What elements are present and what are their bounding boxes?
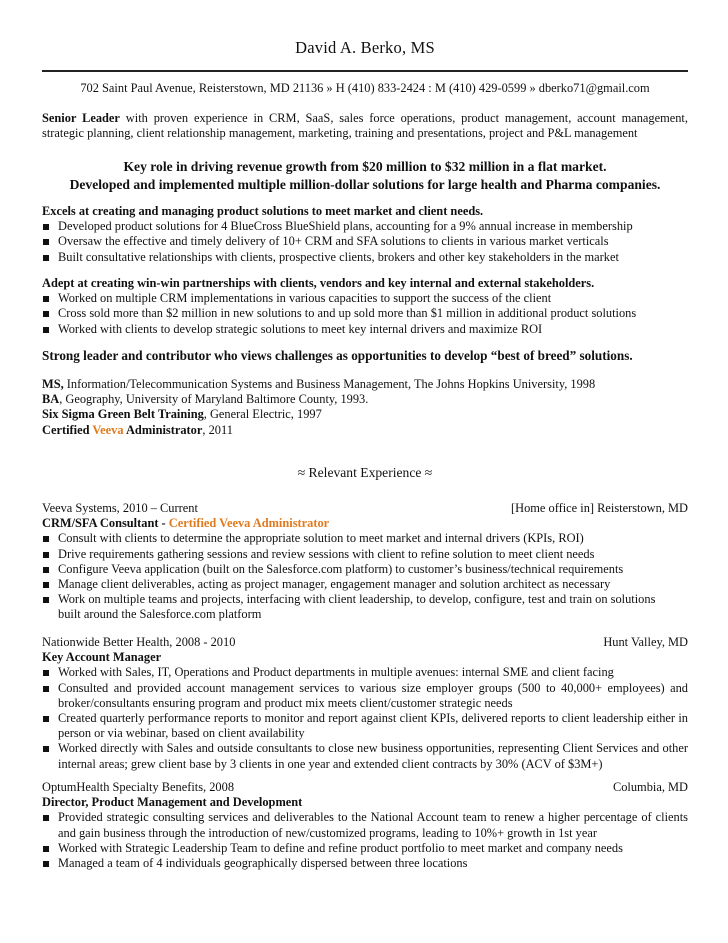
headline-block: [42, 158, 688, 194]
contact-line: 702 Saint Paul Avenue, Reisterstown, MD 21136 » H (410) 833-2424 : M (410) 429-0599 » dberko71@gmail.com: [80, 81, 650, 95]
list-item: Provided strategic consulting services and deliverables to the National Account team to renew a higher percentage of clients and gain business through the introduction of new/customized programs, leading to 10%+ growth in 1st year: [42, 810, 688, 840]
job-veeva: [42, 501, 688, 623]
job-nationwide: [42, 635, 688, 772]
education-item: BA, Geography, University of Maryland Baltimore County, 1993.: [42, 392, 369, 407]
candidate-name: David A. Berko, MS: [295, 38, 435, 57]
job-location: Hunt Valley, MD: [603, 635, 688, 649]
list-item: Manage client deliverables, acting as project manager, engagement manager and solution architect as necessary: [42, 577, 688, 592]
job-title: Director, Product Management and Development: [42, 795, 303, 810]
list-item: Consulted and provided account management services to various size employer groups (500 to 40,000+ employees) and broker/consultants ensuring program and product mix meets client/customer strategic needs: [42, 681, 688, 711]
headline-revenue: Key role in driving revenue growth from $20 million to $32 million in a flat market.: [123, 159, 607, 174]
job-location: [Home office in] Reisterstown, MD: [511, 501, 688, 515]
header-divider: [42, 70, 688, 72]
summary-text: with proven experience in CRM, SaaS, sales force operations, product management, account management, strategic planning, client relationship management, marketing, training and presentations, project and P&L management: [42, 111, 688, 141]
list-item: Cross sold more than $2 million in new solutions to and up sold more than $1 million in additional product solutions: [42, 306, 688, 321]
list-item: Managed a team of 4 individuals geographically dispersed between three locations: [42, 856, 688, 871]
leadership-statement: Strong leader and contributor who views challenges as opportunities to develop “best of breed” solutions.: [42, 348, 633, 363]
job-company: Nationwide Better Health, 2008 - 2010: [42, 635, 236, 649]
list-item: Oversaw the effective and timely delivery of 10+ CRM and SFA solutions to clients in various market verticals: [42, 234, 688, 249]
list-item: Created quarterly performance reports to monitor and report against client KPIs, delivered reports to client leadership either in person or via webinar, based on client availability: [42, 711, 688, 741]
list-item: Worked directly with Sales and outside consultants to close new business opportunities, representing Client Services and other internal areas; grew client base by 3 clients in one year and extended client contracts by 30% (ACV of $3M+): [42, 741, 688, 771]
list-item: Worked with clients to develop strategic solutions to meet key internal drivers and maximize ROI: [42, 322, 688, 337]
list-item: Developed product solutions for 4 BlueCross BlueShield plans, accounting for a 9% annual increase in membership: [42, 219, 688, 234]
job-title: CRM/SFA Consultant -: [42, 516, 169, 531]
job-title: Key Account Manager: [42, 650, 162, 665]
job-title-highlight: Certified Veeva Administrator: [168, 516, 330, 531]
job-optumhealth: [42, 780, 688, 871]
headline-solutions: Developed and implemented multiple million-dollar solutions for large health and Pharma companies.: [69, 177, 661, 192]
list-item: Worked with Strategic Leadership Team to define and refine product portfolio to meet market and company needs: [42, 841, 688, 856]
list-item: Drive requirements gathering sessions and review sessions with client to refine solution to meet client needs: [42, 547, 688, 562]
skills-partnerships: [42, 276, 688, 337]
list-item: Work on multiple teams and projects, interfacing with client leadership, to develop, configure, test and train on solutions built around the Salesforce.com platform: [42, 592, 688, 622]
education-item: MS, Information/Telecommunication Systems and Business Management, The Johns Hopkins University, 1998: [42, 377, 596, 391]
education-block: [42, 377, 688, 438]
skills-heading: Adept at creating win-win partnerships with clients, vendors and key internal and external stakeholders.: [42, 276, 595, 290]
certification-item: Certified Veeva Administrator, 2011: [42, 422, 233, 437]
list-item: Consult with clients to determine the appropriate solution to meet market and internal drivers (KPIs, ROI): [42, 531, 688, 546]
job-location: Columbia, MD: [612, 780, 688, 794]
job-company: OptumHealth Specialty Benefits, 2008: [42, 780, 235, 794]
education-item: Six Sigma Green Belt Training, General Electric, 1997: [42, 407, 322, 422]
list-item: Configure Veeva application (built on the Salesforce.com platform) to customer’s business/technical requirements: [42, 562, 688, 577]
summary-paragraph: [42, 111, 688, 141]
skills-product-solutions: [42, 204, 688, 265]
job-company: Veeva Systems, 2010 – Current: [42, 501, 198, 515]
list-item: Worked on multiple CRM implementations in various capacities to support the success of the client: [42, 291, 688, 306]
section-title-experience: ≈ Relevant Experience ≈: [297, 465, 433, 480]
summary-lead: Senior Leader: [42, 111, 120, 125]
list-item: Worked with Sales, IT, Operations and Product departments in multiple avenues: internal SME and client facing: [42, 665, 688, 680]
skills-heading: Excels at creating and managing product solutions to meet market and client needs.: [42, 204, 484, 218]
list-item: Built consultative relationships with clients, prospective clients, brokers and other key stakeholders in the market: [42, 250, 688, 265]
